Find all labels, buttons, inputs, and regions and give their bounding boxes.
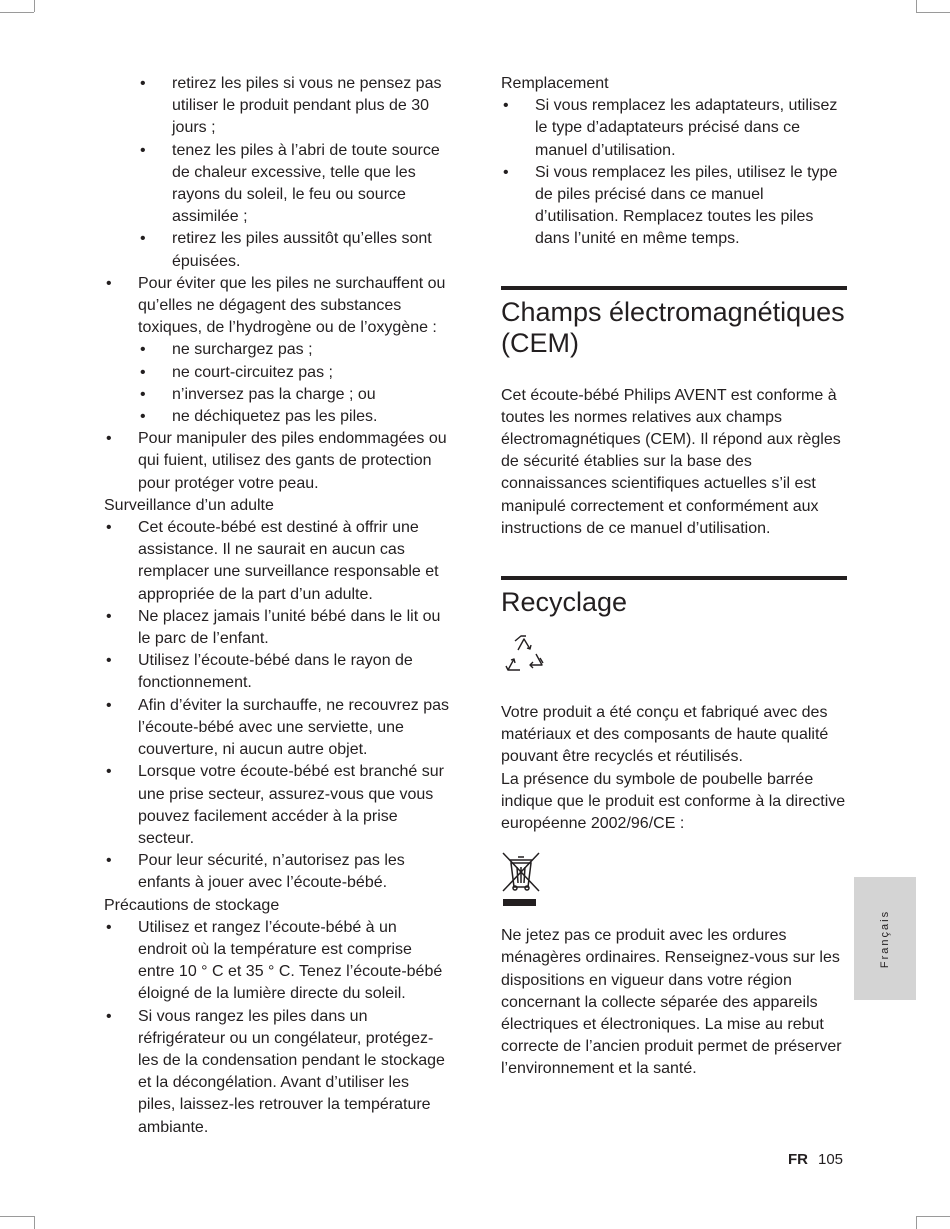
list-item: • tenez les piles à l’abri de toute source de chaleur excessive, telle que les rayons du soleil, le feu ou source assimilée ; — [104, 140, 450, 229]
storage-list — [104, 917, 450, 1139]
recycling-paragraph-1: Votre produit a été conçu et fabriqué avec des matériaux et des composants de haute qualité pouvant être recyclés et réutilisés. — [501, 704, 829, 766]
supervision-list — [104, 517, 450, 894]
storage-heading: Précautions de stockage — [104, 896, 280, 914]
emf-paragraph: Cet écoute-bébé Philips AVENT est conforme à toutes les normes relatives aux champs électromagnétiques (CEM). Il répond aux règles de sécurité établies sur la base des connaissances scientifiques actuelles s’il est manipulé correctement et conformément aux instructions de ce manuel d’utilisation. — [501, 386, 841, 537]
list-item: • Pour manipuler des piles endommagées ou qui fuient, utilisez des gants de protection pour protéger votre peau. — [104, 428, 450, 495]
list-item: • retirez les piles aussitôt qu’elles sont épuisées. — [104, 228, 450, 272]
list-item: • Si vous remplacez les adaptateurs, utilisez le type d’adaptateurs précisé dans ce manuel d’utilisation. — [501, 95, 847, 162]
footer-language: FR — [788, 1151, 808, 1168]
replacement-heading: Remplacement — [501, 75, 609, 92]
battery-list — [104, 273, 450, 340]
list-item: • Cet écoute-bébé est destiné à offrir une assistance. Il ne saurait en aucun cas remplacer une surveillance responsable et appropriée de la part d’un adulte. — [104, 517, 450, 606]
replacement-list — [501, 95, 847, 250]
list-item: • Pour éviter que les piles ne surchauffent ou qu’elles ne dégagent des substances toxiques, de l’hydrogène ou de l’oxygène : — [104, 273, 450, 340]
crop-mark — [916, 1216, 950, 1217]
page-footer — [788, 1151, 843, 1168]
list-item: • ne court-circuitez pas ; — [104, 362, 450, 384]
page-number: 105 — [818, 1151, 844, 1168]
language-tab-label: Français — [879, 909, 891, 968]
recycling-paragraph-2: La présence du symbole de poubelle barrée indique que le produit est conforme à la directive européenne 2002/96/CE : — [501, 770, 846, 833]
crop-mark — [916, 1216, 917, 1229]
list-item: • Ne placez jamais l’unité bébé dans le lit ou le parc de l’enfant. — [104, 606, 450, 650]
right-column — [501, 73, 847, 1081]
list-item: • Si vous rangez les piles dans un réfrigérateur ou un congélateur, protégez-les de la condensation pendant le stockage et la décongélation. Avant d’utiliser les piles, laissez-les retrouver la température ambiante. — [104, 1006, 450, 1139]
list-item: • Pour leur sécurité, n’autorisez pas les enfants à jouer avec l’écoute-bébé. — [104, 850, 450, 894]
crop-mark — [916, 12, 950, 13]
crop-mark — [916, 0, 917, 12]
section-rule — [501, 576, 847, 580]
left-column — [104, 73, 450, 1139]
list-item: • Si vous remplacez les piles, utilisez le type de piles précisé dans ce manuel d’utilisation. Remplacez toutes les piles dans l’unité en même temps. — [501, 162, 847, 251]
list-item: • n’inversez pas la charge ; ou — [104, 384, 450, 406]
emf-title: Champs électromagnétiques (CEM) — [501, 296, 845, 358]
damaged-list — [104, 428, 450, 495]
list-item: • ne surchargez pas ; — [104, 339, 450, 361]
list-item: • Afin d’éviter la surchauffe, ne recouvrez pas l’écoute-bébé avec une serviette, une couverture, ni aucun autre objet. — [104, 695, 450, 762]
overheat-sub-list — [104, 339, 450, 428]
list-item: • Utilisez l’écoute-bébé dans le rayon de fonctionnement. — [104, 650, 450, 694]
recycle-icon — [502, 632, 546, 676]
crop-mark — [0, 1216, 34, 1217]
crossed-bin-icon — [501, 851, 541, 909]
list-item: • retirez les piles si vous ne pensez pas utiliser le produit pendant plus de 30 jours ; — [104, 73, 450, 140]
crop-mark — [34, 1216, 35, 1229]
list-item: • ne déchiquetez pas les piles. — [104, 406, 450, 428]
list-item: • Lorsque votre écoute-bébé est branché sur une prise secteur, assurez-vous que vous pouvez facilement accéder à la prise secteur. — [104, 761, 450, 850]
supervision-heading: Surveillance d’un adulte — [104, 496, 274, 514]
recycling-paragraph-3: Ne jetez pas ce produit avec les ordures ménagères ordinaires. Renseignez-vous sur les dispositions en vigueur dans votre région concernant la collecte séparée des appareils électriques et électroniques. La mise au rebut correcte de l’ancien produit permet de préserver l’environnement et la santé. — [501, 927, 842, 1078]
section-rule — [501, 286, 847, 290]
battery-sub-list — [104, 73, 450, 273]
list-item: • Utilisez et rangez l’écoute-bébé à un endroit où la température est comprise entre 10 ° C et 35 ° C. Tenez l’écoute-bébé éloigné de la lumière directe du soleil. — [104, 917, 450, 1006]
crop-mark — [34, 0, 35, 12]
language-tab — [854, 877, 916, 1000]
crop-mark — [0, 12, 34, 13]
recycling-title: Recyclage — [501, 587, 628, 618]
